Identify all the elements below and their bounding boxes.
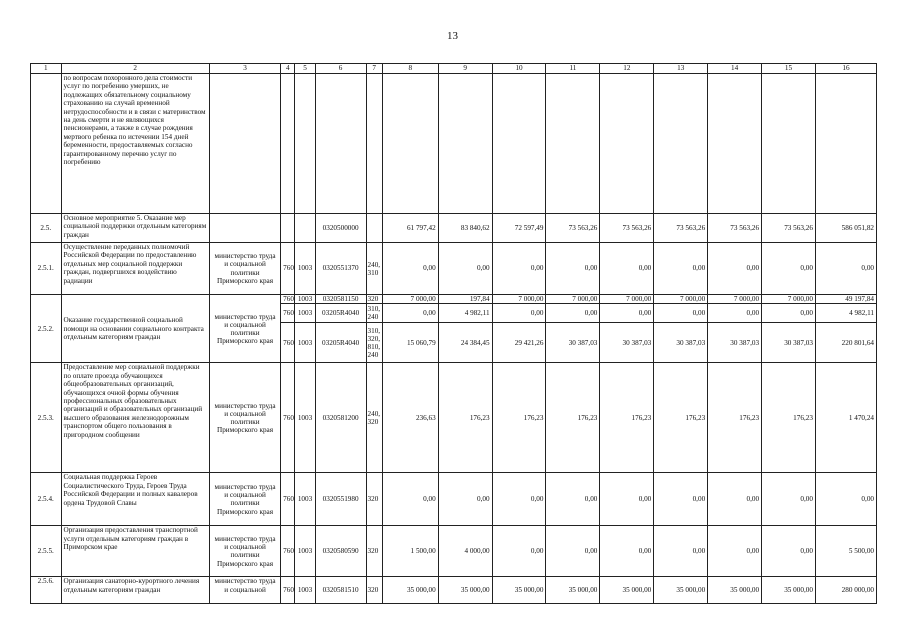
amount-cell: 236,63 xyxy=(382,363,438,473)
rzpr-code xyxy=(295,214,315,243)
budget-table xyxy=(30,63,877,604)
amount-cell: 35 000,00 xyxy=(654,577,708,604)
grbs-code: 760 xyxy=(281,304,295,323)
rzpr-code: 1003 xyxy=(295,577,315,604)
amount-cell: 7 000,00 xyxy=(382,295,438,304)
amount-cell: 176,23 xyxy=(654,363,708,473)
amount-cell: 176,23 xyxy=(708,363,762,473)
amount-cell: 72 597,49 xyxy=(492,214,546,243)
rzpr-code: 1003 xyxy=(295,323,315,363)
vr-code xyxy=(366,74,382,214)
amount-cell: 30 387,03 xyxy=(708,323,762,363)
amount-cell xyxy=(815,74,876,214)
amount-cell: 0,00 xyxy=(762,304,816,323)
amount-cell: 4 982,11 xyxy=(438,304,492,323)
amount-cell: 35 000,00 xyxy=(546,577,600,604)
amount-cell: 0,00 xyxy=(762,526,816,577)
amount-cell: 220 801,64 xyxy=(815,323,876,363)
amount-cell: 0,00 xyxy=(815,243,876,295)
amount-cell xyxy=(708,74,762,214)
vr-code: 240, 310 xyxy=(366,243,382,295)
vr-code: 320 xyxy=(366,577,382,604)
executor: министерство труда и социальной политики Приморского края xyxy=(209,363,280,473)
csr-code: 0320551980 xyxy=(315,473,366,526)
rzpr-code: 1003 xyxy=(295,304,315,323)
amount-cell: 0,00 xyxy=(546,473,600,526)
column-header: 7 xyxy=(366,64,382,74)
amount-cell: 0,00 xyxy=(654,243,708,295)
amount-cell xyxy=(382,74,438,214)
amount-cell xyxy=(492,74,546,214)
amount-cell: 586 051,82 xyxy=(815,214,876,243)
amount-cell: 35 000,00 xyxy=(382,577,438,604)
amount-cell: 0,00 xyxy=(762,243,816,295)
grbs-code: 760 xyxy=(281,526,295,577)
column-number-row xyxy=(31,64,877,74)
csr-code: 0320581150 xyxy=(315,295,366,304)
amount-cell: 0,00 xyxy=(492,473,546,526)
amount-cell: 0,00 xyxy=(600,526,654,577)
column-header: 13 xyxy=(654,64,708,74)
table-row xyxy=(31,526,877,577)
column-header: 5 xyxy=(295,64,315,74)
executor: министерство труда и социальной политики Приморского края xyxy=(209,473,280,526)
amount-cell: 7 000,00 xyxy=(708,295,762,304)
vr-code: 310, 320, 810, 240 xyxy=(366,323,382,363)
column-header: 16 xyxy=(815,64,876,74)
amount-cell: 0,00 xyxy=(708,526,762,577)
amount-cell: 73 563,26 xyxy=(708,214,762,243)
amount-cell: 83 840,62 xyxy=(438,214,492,243)
table-row xyxy=(31,214,877,243)
amount-cell: 4 982,11 xyxy=(815,304,876,323)
amount-cell: 0,00 xyxy=(762,473,816,526)
amount-cell: 0,00 xyxy=(546,526,600,577)
row-number: 2.5.6. xyxy=(31,577,62,604)
amount-cell: 0,00 xyxy=(546,243,600,295)
row-number: 2.5.3. xyxy=(31,363,62,473)
amount-cell: 0,00 xyxy=(492,243,546,295)
csr-code: 03205R4040 xyxy=(315,304,366,323)
column-header: 12 xyxy=(600,64,654,74)
amount-cell: 0,00 xyxy=(600,243,654,295)
amount-cell: 1 470,24 xyxy=(815,363,876,473)
amount-cell: 0,00 xyxy=(815,473,876,526)
amount-cell: 73 563,26 xyxy=(600,214,654,243)
amount-cell: 0,00 xyxy=(382,473,438,526)
executor: министерство труда и социальной политики Приморского края xyxy=(209,526,280,577)
executor xyxy=(209,74,280,214)
activity-name: Осуществление переданных полномочий Российской Федерации по предоставлению отдельных мер социальной поддержки граждан, подвергшихся воздействию радиации xyxy=(61,243,209,295)
rzpr-code: 1003 xyxy=(295,243,315,295)
column-header: 9 xyxy=(438,64,492,74)
amount-cell: 15 060,79 xyxy=(382,323,438,363)
grbs-code: 760 xyxy=(281,473,295,526)
amount-cell: 49 197,84 xyxy=(815,295,876,304)
amount-cell: 280 000,00 xyxy=(815,577,876,604)
column-header: 15 xyxy=(762,64,816,74)
grbs-code: 760 xyxy=(281,243,295,295)
rzpr-code: 1003 xyxy=(295,295,315,304)
amount-cell: 30 387,03 xyxy=(546,323,600,363)
amount-cell: 24 384,45 xyxy=(438,323,492,363)
csr-code: 03205R4040 xyxy=(315,323,366,363)
amount-cell: 30 387,03 xyxy=(654,323,708,363)
row-number: 2.5.2. xyxy=(31,295,62,363)
executor: министерство труда и социальной политики Приморского края xyxy=(209,243,280,295)
amount-cell: 176,23 xyxy=(546,363,600,473)
csr-code: 0320500000 xyxy=(315,214,366,243)
grbs-code: 760 xyxy=(281,577,295,604)
csr-code: 0320581200 xyxy=(315,363,366,473)
vr-code xyxy=(366,214,382,243)
table-row xyxy=(31,473,877,526)
csr-code: 0320580590 xyxy=(315,526,366,577)
row-number: 2.5.5. xyxy=(31,526,62,577)
amount-cell: 35 000,00 xyxy=(438,577,492,604)
amount-cell: 73 563,26 xyxy=(762,214,816,243)
page-number: 13 xyxy=(447,30,458,42)
rzpr-code: 1003 xyxy=(295,526,315,577)
amount-cell: 5 500,00 xyxy=(815,526,876,577)
column-header: 14 xyxy=(708,64,762,74)
amount-cell xyxy=(438,74,492,214)
column-header: 8 xyxy=(382,64,438,74)
amount-cell: 73 563,26 xyxy=(546,214,600,243)
column-header: 1 xyxy=(31,64,62,74)
executor xyxy=(209,214,280,243)
amount-cell: 0,00 xyxy=(382,304,438,323)
vr-code: 320 xyxy=(366,473,382,526)
vr-code: 320 xyxy=(366,295,382,304)
grbs-code: 760 xyxy=(281,323,295,363)
activity-name: Оказание государственной социальной помощи на основании социального контракта отдельным категориям граждан xyxy=(61,295,209,363)
column-header: 11 xyxy=(546,64,600,74)
amount-cell: 0,00 xyxy=(708,304,762,323)
amount-cell: 0,00 xyxy=(654,526,708,577)
vr-code: 320 xyxy=(366,526,382,577)
column-header: 10 xyxy=(492,64,546,74)
amount-cell: 0,00 xyxy=(654,473,708,526)
amount-cell: 73 563,26 xyxy=(654,214,708,243)
amount-cell xyxy=(600,74,654,214)
amount-cell: 61 797,42 xyxy=(382,214,438,243)
vr-code: 240, 320 xyxy=(366,363,382,473)
executor: министерство труда и социальной xyxy=(209,577,280,604)
rzpr-code: 1003 xyxy=(295,473,315,526)
amount-cell: 0,00 xyxy=(438,473,492,526)
amount-cell: 0,00 xyxy=(492,526,546,577)
amount-cell: 0,00 xyxy=(546,304,600,323)
amount-cell: 7 000,00 xyxy=(762,295,816,304)
grbs-code: 760 xyxy=(281,363,295,473)
activity-name: по вопросам похоронного дела стоимости услуг по погребению умерших, не подлежащих обязательному социальному страхованию на случай временной нетрудоспособности и в связи с материнством на день смерти и не являющихся пенсионерами, а также в случае рождения мертвого ребенка по истечении 154 дней беременности, предоставляемых согласно гарантированному перечню услуг по погребению xyxy=(61,74,209,214)
amount-cell: 176,23 xyxy=(762,363,816,473)
amount-cell: 0,00 xyxy=(492,304,546,323)
amount-cell: 176,23 xyxy=(492,363,546,473)
activity-name: Социальная поддержка Героев Социалистического Труда, Героев Труда Российской Федерации и полных кавалеров ордена Трудовой Славы xyxy=(61,473,209,526)
grbs-code xyxy=(281,74,295,214)
activity-name: Предоставление мер социальной поддержки по оплате проезда обучающихся общеобразовательных организаций, обучающихся очной формы обучения профессиональных образовательных организаций и образовательных организаций высшего образования железнодорожным транспортом общего пользования в пригородном сообщении xyxy=(61,363,209,473)
amount-cell: 0,00 xyxy=(708,473,762,526)
csr-code: 0320551370 xyxy=(315,243,366,295)
vr-code: 310, 240 xyxy=(366,304,382,323)
row-number: 2.5.4. xyxy=(31,473,62,526)
row-number xyxy=(31,74,62,214)
executor: министерство труда и социальной политики Приморского края xyxy=(209,295,280,363)
grbs-code: 760 xyxy=(281,295,295,304)
amount-cell: 7 000,00 xyxy=(492,295,546,304)
rzpr-code xyxy=(295,74,315,214)
amount-cell: 7 000,00 xyxy=(600,295,654,304)
csr-code xyxy=(315,74,366,214)
amount-cell xyxy=(546,74,600,214)
table-row xyxy=(31,295,877,304)
amount-cell: 35 000,00 xyxy=(600,577,654,604)
column-header: 4 xyxy=(281,64,295,74)
grbs-code xyxy=(281,214,295,243)
amount-cell: 30 387,03 xyxy=(762,323,816,363)
amount-cell xyxy=(654,74,708,214)
amount-cell: 35 000,00 xyxy=(492,577,546,604)
amount-cell: 35 000,00 xyxy=(708,577,762,604)
amount-cell: 7 000,00 xyxy=(654,295,708,304)
amount-cell: 0,00 xyxy=(600,304,654,323)
activity-name: Основное мероприятие 5. Оказание мер социальной поддержки отдельным категориям граждан xyxy=(61,214,209,243)
amount-cell: 1 500,00 xyxy=(382,526,438,577)
amount-cell: 0,00 xyxy=(438,243,492,295)
csr-code: 0320581510 xyxy=(315,577,366,604)
column-header: 2 xyxy=(61,64,209,74)
amount-cell: 0,00 xyxy=(654,304,708,323)
amount-cell: 7 000,00 xyxy=(546,295,600,304)
table-row xyxy=(31,74,877,214)
amount-cell xyxy=(762,74,816,214)
row-number: 2.5.1. xyxy=(31,243,62,295)
activity-name: Организация санаторно-курортного лечения отдельным категориям граждан xyxy=(61,577,209,604)
amount-cell: 30 387,03 xyxy=(600,323,654,363)
row-number: 2.5. xyxy=(31,214,62,243)
amount-cell: 29 421,26 xyxy=(492,323,546,363)
table-row xyxy=(31,243,877,295)
amount-cell: 4 000,00 xyxy=(438,526,492,577)
amount-cell: 197,84 xyxy=(438,295,492,304)
amount-cell: 0,00 xyxy=(708,243,762,295)
amount-cell: 176,23 xyxy=(438,363,492,473)
amount-cell: 176,23 xyxy=(600,363,654,473)
column-header: 3 xyxy=(209,64,280,74)
activity-name: Организация предоставления транспортной услуги отдельным категориям граждан в Приморском крае xyxy=(61,526,209,577)
amount-cell: 0,00 xyxy=(382,243,438,295)
table-row xyxy=(31,577,877,604)
rzpr-code: 1003 xyxy=(295,363,315,473)
amount-cell: 0,00 xyxy=(600,473,654,526)
amount-cell: 35 000,00 xyxy=(762,577,816,604)
table-row xyxy=(31,363,877,473)
column-header: 6 xyxy=(315,64,366,74)
